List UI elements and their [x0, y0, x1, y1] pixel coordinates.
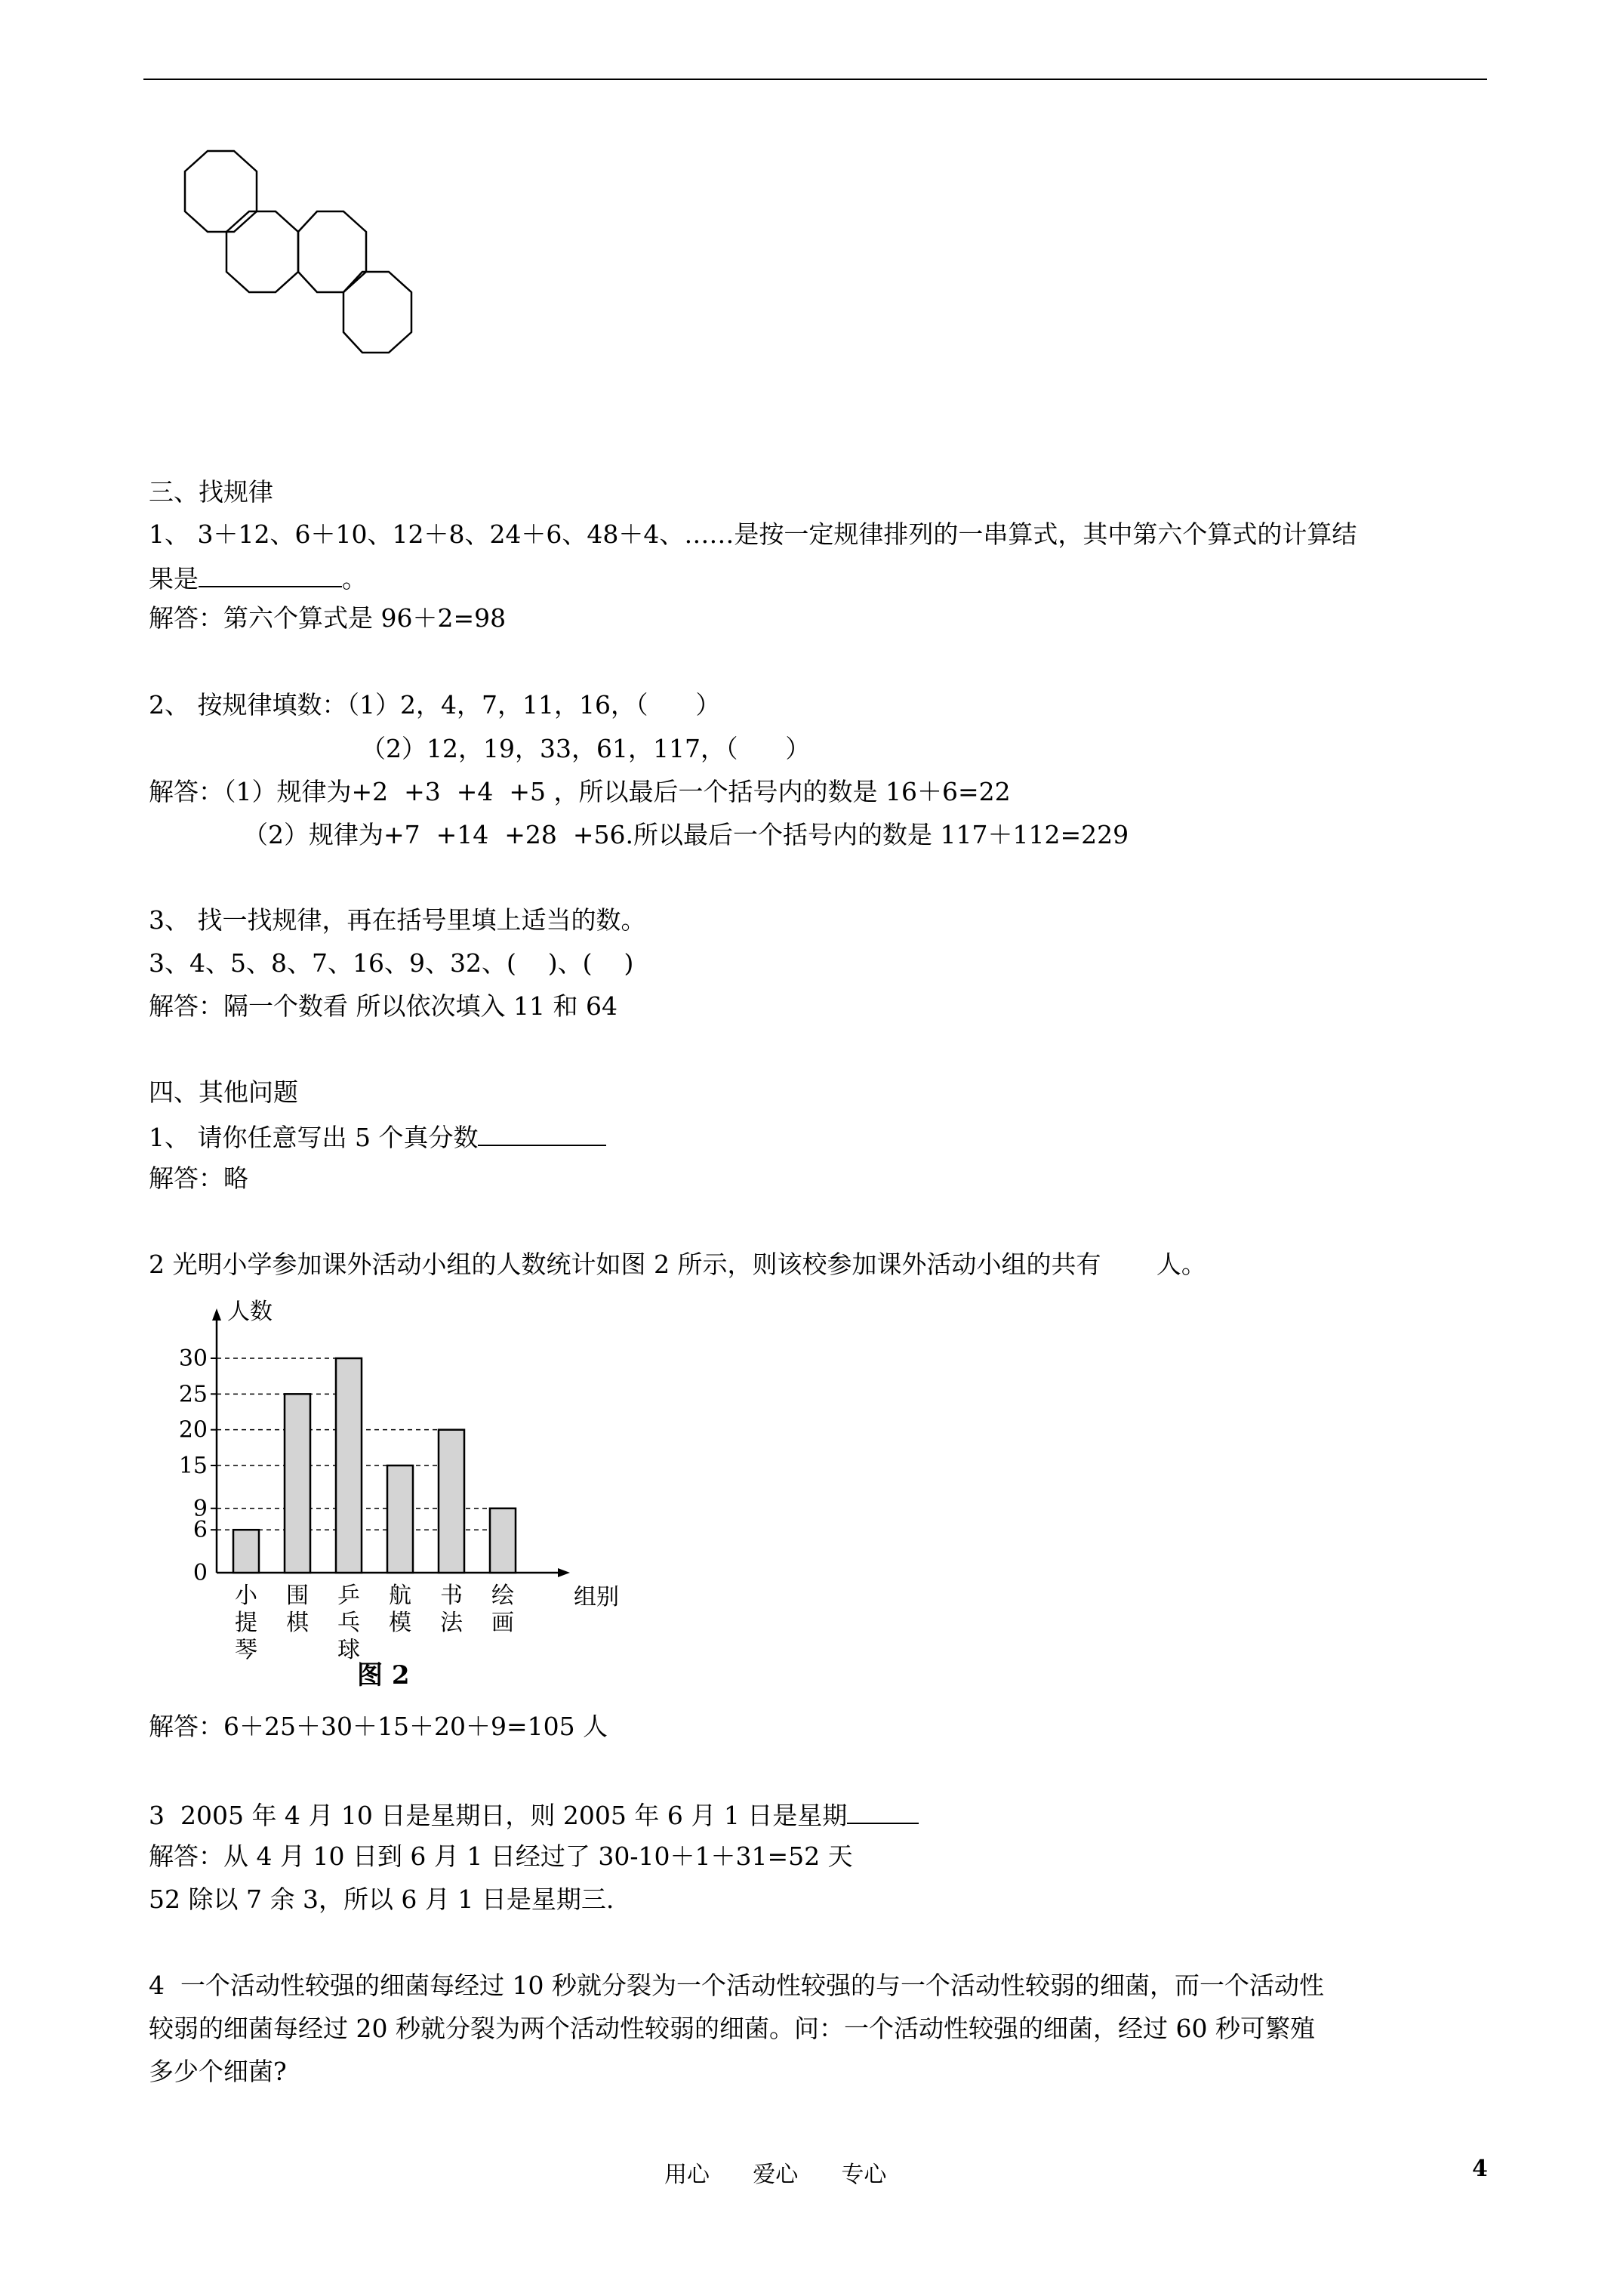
answer-blank	[847, 1795, 919, 1824]
x-tick-label: 乓	[337, 1610, 360, 1636]
bar-chart	[155, 1295, 623, 1695]
s4-q1-text: 1、 请你任意写出 5 个真分数	[149, 1123, 479, 1152]
s4-q3-line	[149, 1795, 919, 1834]
bar	[387, 1465, 413, 1573]
bar	[285, 1394, 310, 1573]
s3-q2-line1: 2、 按规律填数：（1）2，4，7，11，16，（ ）	[149, 690, 721, 720]
s3-q3-line1: 3、 找一找规律，再在括号里填上适当的数。	[149, 905, 646, 935]
s4-q1-line	[149, 1117, 606, 1156]
y-tick-label: 15	[178, 1453, 208, 1479]
s4-q4-line2: 较弱的细菌每经过 20 秒就分裂为两个活动性较弱的细菌。问：一个活动性较强的细菌，经过 60 秒可繁殖	[149, 2014, 1315, 2043]
x-tick-label: 围	[286, 1583, 309, 1609]
x-tick-label: 书	[440, 1583, 463, 1609]
y-axis-arrow	[212, 1308, 221, 1321]
footer-text: 用心 爱心 专心	[664, 2162, 887, 2188]
y-tick-label: 0	[192, 1560, 208, 1586]
s4-q2-line: 2 光明小学参加课外活动小组的人数统计如图 2 所示，则该校参加课外活动小组的共有 人。	[149, 1250, 1206, 1279]
s3-q1-line1: 1、 3＋12、6＋10、12＋8、24＋6、48＋4、……是按一定规律排列的一串算式，其中第六个算式的计算结	[149, 519, 1357, 549]
s4-q4-line1: 4 一个活动性较强的细菌每经过 10 秒就分裂为一个活动性较强的与一个活动性较弱的细菌，而一个活动性	[149, 1971, 1324, 2000]
y-tick-label: 30	[178, 1345, 208, 1372]
x-tick-label: 提	[235, 1610, 257, 1636]
s3-q3-line2: 3、4、5、8、7、16、9、32、( )、( )	[149, 948, 634, 978]
x-tick-label: 画	[491, 1610, 514, 1636]
s3-q1-text: 果是	[149, 564, 199, 593]
bar	[439, 1430, 464, 1573]
bar	[490, 1509, 516, 1573]
y-tick-label: 20	[178, 1416, 208, 1444]
x-tick-label: 球	[337, 1637, 360, 1663]
section-3-title: 三、找规律	[149, 477, 273, 507]
answer-blank	[478, 1117, 606, 1146]
x-tick-label: 琴	[235, 1637, 257, 1663]
y-tick-label: 6	[192, 1517, 208, 1544]
hexagon-figure	[162, 143, 449, 400]
bar	[336, 1358, 362, 1573]
s3-q3-answer: 解答：隔一个数看 所以依次填入 11 和 64	[149, 991, 617, 1021]
s4-q4-line3: 多少个细菌?	[149, 2057, 287, 2086]
s3-q1-end: 。	[342, 564, 367, 593]
s4-q2-answer: 解答：6＋25＋30＋15＋20＋9=105 人	[149, 1712, 608, 1741]
y-axis-label: 人数	[227, 1299, 273, 1325]
y-tick-label: 9	[192, 1495, 208, 1522]
s4-q3-text: 3 2005 年 4 月 10 日是星期日，则 2005 年 6 月 1 日是星期	[149, 1801, 848, 1830]
header-rule	[143, 79, 1487, 80]
hexagon-1	[185, 151, 257, 232]
answer-blank	[199, 559, 342, 587]
s4-q3-answer1: 解答：从 4 月 10 日到 6 月 1 日经过了 30-10＋1＋31=52 天	[149, 1841, 853, 1871]
x-tick-label: 棋	[286, 1610, 309, 1636]
x-tick-label: 法	[440, 1610, 463, 1636]
s3-q2-answer2: （2）规律为+7 +14 +28 +56.所以最后一个括号内的数是 117＋112=229	[243, 820, 1129, 849]
bar	[233, 1530, 259, 1573]
section-4-title: 四、其他问题	[149, 1077, 298, 1107]
s3-q2-answer1: 解答：（1）规律为+2 +3 +4 +5 ，所以最后一个括号内的数是 16＋6=22	[149, 777, 1011, 806]
x-axis-label: 组别	[574, 1584, 619, 1610]
s3-q1-answer: 解答：第六个算式是 96＋2=98	[149, 603, 507, 633]
s3-q2-line2: （2）12，19，33，61，117，（ ）	[361, 734, 811, 763]
x-tick-label: 小	[235, 1583, 257, 1609]
x-tick-label: 航	[389, 1583, 411, 1609]
s3-q1-line2	[149, 559, 367, 597]
chart-caption: 图 2	[357, 1660, 410, 1690]
x-axis-arrow	[558, 1568, 570, 1577]
page-number: 4	[1472, 2156, 1488, 2182]
y-tick-label: 25	[178, 1381, 208, 1408]
x-tick-label: 绘	[491, 1583, 514, 1609]
x-tick-label: 模	[389, 1610, 411, 1636]
x-tick-label: 乒	[337, 1583, 360, 1609]
s4-q1-answer: 解答：略	[149, 1163, 248, 1193]
s4-q3-answer2: 52 除以 7 余 3，所以 6 月 1 日是星期三.	[149, 1885, 614, 1914]
hexagon-2	[226, 211, 298, 292]
